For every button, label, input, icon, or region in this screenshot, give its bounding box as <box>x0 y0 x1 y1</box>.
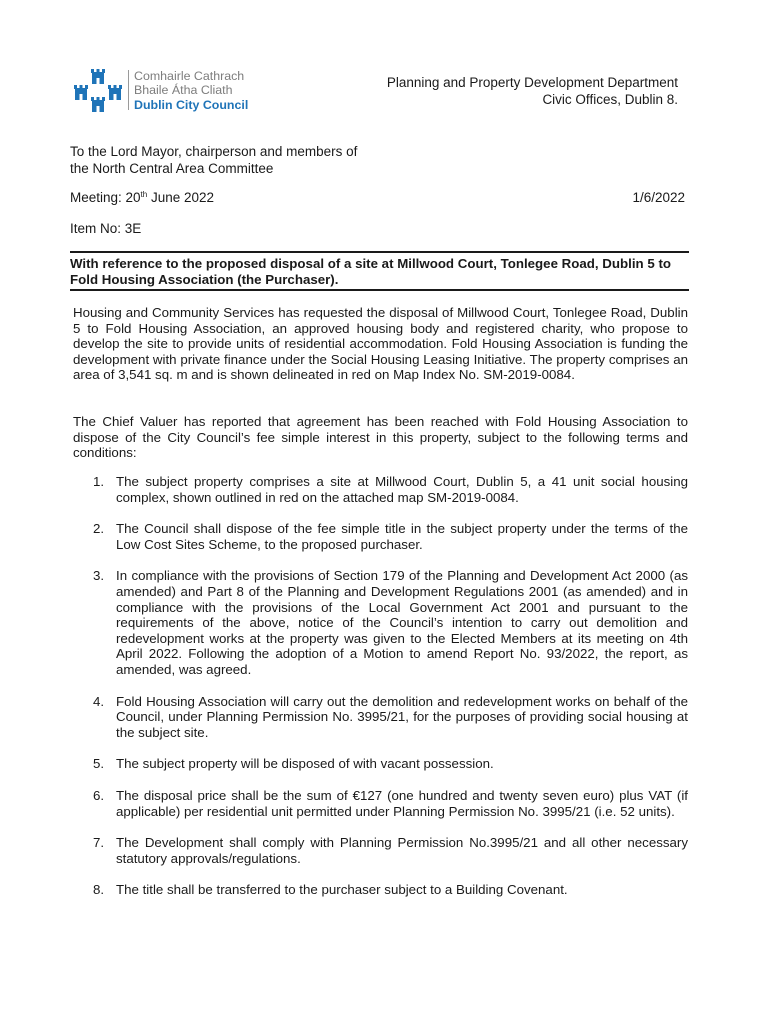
addressee-line-1: To the Lord Mayor, chairperson and members of <box>70 144 358 159</box>
department-location: Civic Offices, Dublin 8. <box>542 91 678 107</box>
term-text: Fold Housing Association will carry out the demolition and redevelopment works on behalf of the Council, under Planning Permission No. 3995/21, for the purposes of providing social housing at the subject site. <box>116 693 688 740</box>
report-heading: With reference to the proposed disposal of a site at Millwood Court, Tonlegee Road, Dublin 5 to Fold Housing Association (the Purchaser). <box>70 251 689 291</box>
term-text: In compliance with the provisions of Section 179 of the Planning and Development Act 2000 (as amended) and Part 8 of the Planning and Development Regulations 2001 (as amended) and in compliance with the provisions of the Local Government Act 2001 and pursuant to the requirements of the above, notice of the Council’s intention to carry out demolition and redevelopment works at the property was given to the Elected Members at its meeting on 4th April 2022. Following the adoption of a Motion to amend Report No. 93/2022, the report, as amended, was agreed. <box>116 568 688 677</box>
council-name-english: Dublin City Council <box>134 97 249 112</box>
term-item <box>70 882 688 898</box>
term-number: 5. <box>93 756 105 772</box>
meeting-ordinal: th <box>140 190 148 199</box>
addressee <box>70 144 357 177</box>
term-number: 4. <box>93 693 105 709</box>
logo-divider <box>128 70 129 110</box>
term-text: The disposal price shall be the sum of €127 (one hundred and twenty seven euro) plus VAT (if applicable) per residential unit permitted under Planning Permission No. 3995/21 (i.e. 52 units). <box>116 787 688 819</box>
council-name-irish-2: Bhaile Átha Cliath <box>134 83 233 98</box>
report-date: 1/6/2022 <box>632 190 685 205</box>
term-item <box>70 835 688 866</box>
term-number: 8. <box>93 882 105 898</box>
terms-list <box>70 474 688 914</box>
term-text: The subject property will be disposed of with vacant possession. <box>116 756 494 772</box>
term-item <box>70 568 688 677</box>
term-number: 7. <box>93 835 105 851</box>
department-address <box>387 75 678 108</box>
term-number: 3. <box>93 568 105 584</box>
term-text: The subject property comprises a site at Millwood Court, Dublin 5, a 41 unit social housing complex, shown outlined in red on the attached map SM-2019-0084. <box>116 474 688 505</box>
term-item <box>70 756 688 772</box>
council-name <box>134 69 248 112</box>
item-number: Item No: 3E <box>70 221 142 236</box>
term-text: The Council shall dispose of the fee simple title in the subject property under the terms of the Low Cost Sites Scheme, to the proposed purchaser. <box>116 521 688 552</box>
valuer-paragraph: The Chief Valuer has reported that agreement has been reached with Fold Housing Association to dispose of the City Council’s fee simple interest in this property, subject to the following terms and conditions: <box>73 414 688 461</box>
council-name-irish-1: Comhairle Cathrach <box>134 69 245 83</box>
term-text: The Development shall comply with Planning Permission No.3995/21 and all other necessary statutory approvals/regulations. <box>116 835 688 866</box>
meeting-month-year: June 2022 <box>147 190 215 205</box>
department-name: Planning and Property Development Department <box>386 75 678 90</box>
term-number: 1. <box>93 474 105 489</box>
term-item <box>70 474 688 505</box>
term-number: 2. <box>93 521 105 537</box>
term-number: 6. <box>93 787 105 803</box>
meeting-date <box>70 190 214 205</box>
meeting-prefix: Meeting: 20 <box>70 190 141 205</box>
term-item <box>70 521 688 552</box>
term-item <box>70 694 688 741</box>
addressee-line-2: the North Central Area Committee <box>70 160 274 176</box>
term-item <box>70 788 688 819</box>
term-text: The title shall be transferred to the purchaser subject to a Building Covenant. <box>116 882 568 898</box>
intro-paragraph: Housing and Community Services has requested the disposal of Millwood Court, Tonlegee Road, Dublin 5 to Fold Housing Association, an approved housing body and registered charity, who propose to develop the site to provide units of residential accommodation. Fold Housing Association is funding the development with private finance under the Social Housing Leasing Initiative. The property comprises an area of 3,541 sq. m and is shown delineated in red on Map Index No. SM-2019-0084. <box>73 305 688 383</box>
castle-crest-icon <box>70 68 130 114</box>
